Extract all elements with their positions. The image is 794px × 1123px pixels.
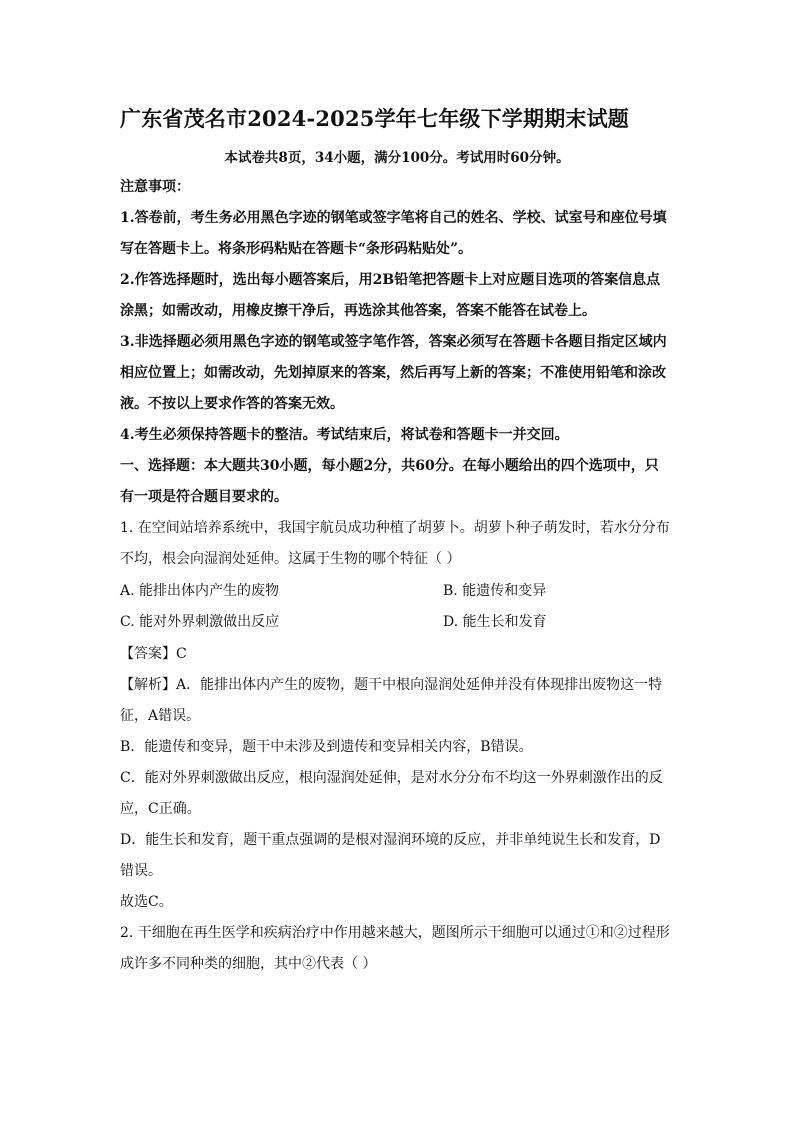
option-c: C. 能对外界刺激做出反应: [120, 614, 280, 630]
notice-line: 液。不按以上要求作答的答案无效。: [120, 396, 344, 412]
page-title: 广东省茂名市2024-2025学年七年级下学期期末试题: [120, 106, 630, 131]
analysis-line: 故选C。: [120, 894, 173, 910]
question-stem: 成许多不同种类的细胞，其中②代表（ ）: [120, 956, 377, 972]
option-d: D. 能生长和发育: [443, 614, 547, 630]
notice-line: 4.考生必须保持答题卡的整洁。考试结束后，将试卷和答题卡一并交回。: [120, 427, 569, 443]
analysis-line: B．能遗传和变异，题干中未涉及到遗传和变异相关内容，B错误。: [120, 739, 533, 755]
analysis-line: 应，C正确。: [120, 801, 201, 817]
analysis-line: 征，A错误。: [120, 708, 201, 724]
notice-line: 涂黑；如需改动，用橡皮擦干净后，再选涂其他答案，答案不能答在试卷上。: [120, 303, 596, 319]
analysis-line: C．能对外界刺激做出反应，根向湿润处延伸，是对水分分布不均这一外界刺激作出的反: [120, 770, 663, 786]
question-stem: 2. 干细胞在再生医学和疾病治疗中作用越来越大，题图所示干细胞可以通过①和②过程形: [120, 925, 670, 941]
question-stem: 1. 在空间站培养系统中，我国宇航员成功种植了胡萝卜。胡萝卜种子萌发时，若水分分布: [120, 520, 670, 536]
exam-info: 本试卷共8页，34小题，满分100分。考试用时60分钟。: [224, 150, 570, 166]
answer-line: 【答案】C: [120, 646, 187, 662]
notice-line: 2.作答选择题时，选出每小题答案后，用2B铅笔把答题卡上对应题目选项的答案信息点: [120, 272, 661, 288]
notice-line: 写在答题卡上。将条形码粘贴在答题卡“条形码粘贴处”。: [120, 241, 473, 257]
notice-line: 3.非选择题必须用黑色字迹的钢笔或签字笔作答，答案必须写在答题卡各题目指定区域内: [120, 334, 667, 350]
notice-heading: 注意事项：: [120, 179, 190, 195]
question-stem: 不均，根会向湿润处延伸。这属于生物的哪个特征（ ）: [120, 551, 461, 567]
notice-line: 1.答卷前，考生务必用黑色字迹的钢笔或签字笔将自己的姓名、学校、试室号和座位号填: [120, 210, 667, 226]
analysis-line: 【解析】A．能排出体内产生的废物，题干中根向湿润处延伸并没有体现排出废物这一特: [120, 677, 663, 693]
section-heading: 一、选择题：本大题共30小题，每小题2分，共60分。在每小题给出的四个选项中，只: [120, 458, 659, 474]
analysis-line: D．能生长和发育，题干重点强调的是根对湿润环境的反应，并非单纯说生长和发育，D: [120, 832, 661, 848]
analysis-line: 错误。: [120, 863, 162, 879]
option-a: A. 能排出体内产生的废物: [120, 583, 280, 599]
section-heading: 有一项是符合题目要求的。: [120, 489, 288, 505]
notice-line: 相应位置上；如需改动，先划掉原来的答案，然后再写上新的答案；不准使用铅笔和涂改: [120, 365, 666, 381]
option-b: B. 能遗传和变异: [443, 583, 547, 599]
